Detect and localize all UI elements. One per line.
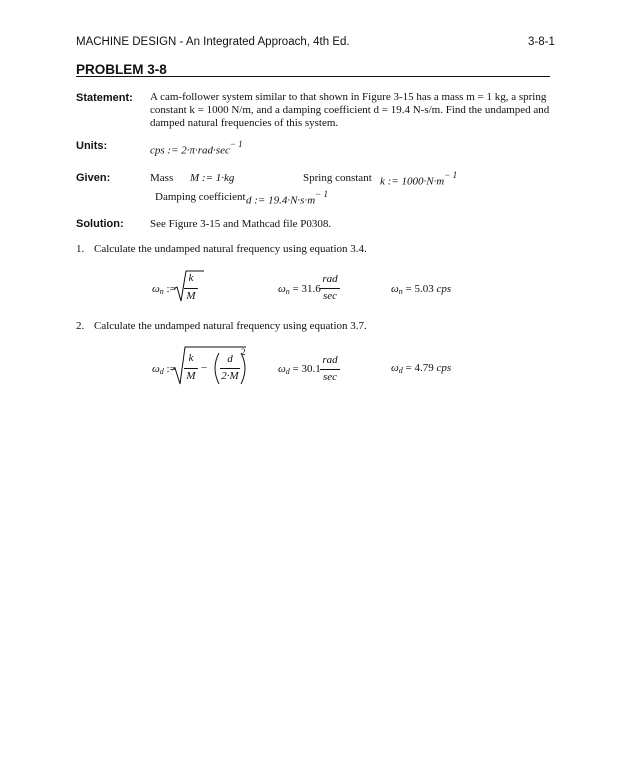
cps-omega-d-subscript: d: [398, 366, 403, 375]
step-1-cps-result: [391, 283, 451, 295]
page-number: 3-8-1: [528, 36, 555, 48]
spring-exponent: − 1: [444, 170, 458, 180]
cps-d-unit: cps: [436, 362, 452, 374]
units-label: Units:: [76, 140, 108, 152]
inner-numerator: d: [227, 353, 233, 365]
step-1-unit-denominator: sec: [322, 290, 338, 302]
damping-expr-text: d := 19.4·N·s·m: [246, 194, 316, 207]
damping-label: Damping coefficient: [155, 191, 246, 203]
statement-label: Statement:: [76, 92, 133, 104]
spring-label: Spring constant: [303, 172, 372, 184]
cps-expression: cps := 2·π·rad·sec: [150, 144, 230, 157]
result-value: = 31.6: [292, 283, 321, 295]
step-1-unit-bar: [320, 288, 340, 289]
cps-d-value: = 4.79: [405, 362, 434, 374]
cps-unit: cps: [436, 283, 452, 295]
statement-line-2: constant k = 1000 N/m, and a damping coefficient d = 19.4 N-s/m. Find the undamped and: [150, 104, 550, 116]
step-1-fraction-bar: [184, 288, 198, 289]
step-2-unit-denominator: sec: [322, 371, 338, 383]
step-1-number: 1.: [76, 243, 85, 255]
inner-denominator: 2·M: [221, 370, 239, 382]
title-underline: [76, 76, 550, 77]
cps-omega-symbol: ω: [391, 283, 399, 295]
cps-omega-subscript: n: [398, 287, 403, 296]
result-omega-symbol: ω: [278, 283, 286, 295]
step-2-denominator: M: [186, 370, 196, 382]
problem-title: PROBLEM 3-8: [76, 62, 167, 77]
mass-label: Mass: [150, 172, 174, 184]
statement-text: [150, 91, 549, 130]
step-2-cps-result: [391, 362, 451, 374]
result-d-value: = 30.1: [292, 363, 321, 375]
step-1-numerator: k: [188, 272, 194, 284]
statement-line-3: damped natural frequencies of this system.: [150, 117, 339, 129]
step-1-text: Calculate the undamped natural frequency using equation 3.4.: [94, 243, 367, 255]
omega-d-subscript: d: [159, 367, 164, 376]
book-title: MACHINE DESIGN - An Integrated Approach, 4th Ed.: [76, 36, 350, 48]
solution-text: See Figure 3-15 and Mathcad file P0308.: [150, 218, 332, 230]
cps-exponent: − 1: [229, 139, 243, 149]
step-1-unit-numerator: rad: [322, 273, 338, 285]
units-cps-definition: [150, 141, 243, 157]
step-2-numerator: k: [188, 352, 194, 364]
mass-expression: M := 1·kg: [190, 172, 235, 184]
damping-exponent: − 1: [315, 189, 328, 199]
spring-expr-text: k := 1000·N·m: [380, 175, 445, 188]
minus-sign: −: [201, 362, 208, 374]
cps-omega-d-symbol: ω: [391, 362, 399, 374]
damping-expression: [246, 191, 328, 207]
assign-operator-2: :=: [166, 363, 176, 375]
step-1-result: [278, 283, 321, 295]
cps-value: = 5.03: [405, 283, 434, 295]
omega-d-symbol: ω: [152, 363, 160, 375]
result-omega-d-symbol: ω: [278, 363, 286, 375]
step-2-text: Calculate the undamped natural frequency using equation 3.7.: [94, 320, 367, 332]
step-2-result: [278, 363, 321, 375]
solution-label: Solution:: [76, 218, 124, 230]
step-2-unit-numerator: rad: [322, 354, 338, 366]
step-1-equation-lhs: [152, 283, 176, 295]
given-label: Given:: [76, 172, 111, 184]
spring-expression: [380, 172, 457, 188]
omega-n-symbol: ω: [152, 283, 160, 295]
result-omega-d-subscript: d: [285, 367, 290, 376]
inner-fraction-bar: [220, 368, 240, 369]
power-exponent: 2: [241, 347, 246, 357]
statement-line-1: A cam-follower system similar to that shown in Figure 3-15 has a mass m = 1 kg, a spring: [150, 91, 547, 103]
omega-n-subscript: n: [159, 287, 164, 296]
step-2-unit-bar: [320, 369, 340, 370]
step-2-number: 2.: [76, 320, 85, 332]
step-1-denominator: M: [186, 290, 196, 302]
assign-operator: :=: [166, 283, 176, 295]
result-omega-subscript: n: [285, 287, 290, 296]
step-2-fraction-bar: [184, 368, 198, 369]
